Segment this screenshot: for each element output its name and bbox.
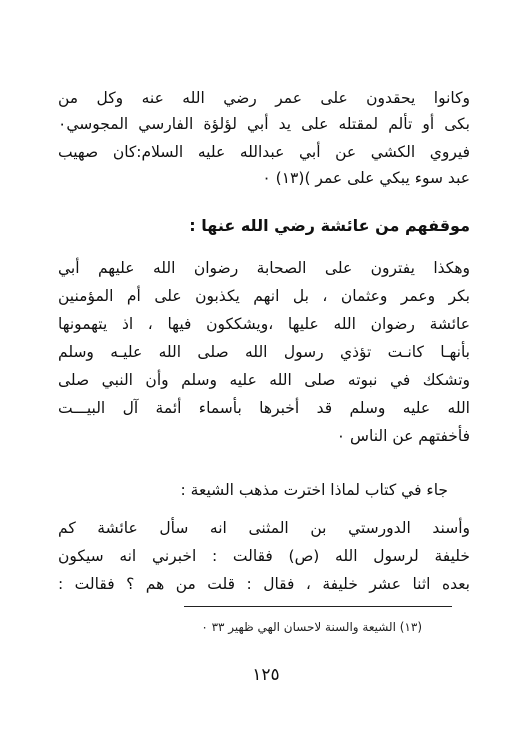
paragraph-1-line-3: فيروي الكشي عن أبي عبدالله عليه السلام:كان صهيب [58,143,470,161]
paragraph-2-line-2: بكر وعمر وعثمان ، بل انهم يكذبون على أم المؤمنين [58,287,470,305]
paragraph-3-line-3: بعده اثنا عشر خليفة ، فقال : قلت من هم ؟ فقالت : [58,575,470,593]
paragraph-1-line-4: عبد سوء يبكي على عمر )(١٣) ٠ [262,169,470,187]
paragraph-2-line-7: فأخفتهم عن الناس ٠ [336,427,470,445]
paragraph-2-line-5: وتشكك في نبوته صلى الله عليه وسلم وأن النبي صلى [58,371,470,389]
quote-intro: جاء في كتاب لماذا اخترت مذهب الشيعة : [180,481,448,499]
footnote-divider [184,606,452,607]
paragraph-1-line-2: بكى أو تألم لمقتله على يد أبي لؤلؤة الفارسي المجوسي٠ [58,115,470,133]
section-heading: موقفهم من عائشة رضي الله عنها : [189,216,470,235]
footnote: (١٣) الشيعة والسنة لاحسان الهي ظهير ٣٣ ٠ [201,620,422,634]
page-number: ١٢٥ [252,665,280,685]
paragraph-1-line-1: وكانوا يحقدون على عمر رضي الله عنه وكل من [58,89,470,107]
paragraph-2-line-6: الله عليه وسلم قد أخبرها بأسماء أئمة آل البيـــت [58,399,470,417]
paragraph-2-line-1: وهكذا يفترون على الصحابة رضوان الله عليهم أبي [58,259,470,277]
paragraph-3-line-2: خليفة لرسول الله (ص) فقالت : اخبرني انه سيكون [58,547,470,565]
paragraph-2-line-3: عائشة رضوان الله عليها ،ويشككون فيها ، اذ يتهمونها [58,315,470,333]
paragraph-3-line-1: وأسند الدورستي بن المثنى انه سأل عائشة كم [58,519,470,537]
paragraph-2-line-4: بأنهـا كانـت تؤذي رسول الله صلى الله عليـه وسلم [58,343,470,361]
